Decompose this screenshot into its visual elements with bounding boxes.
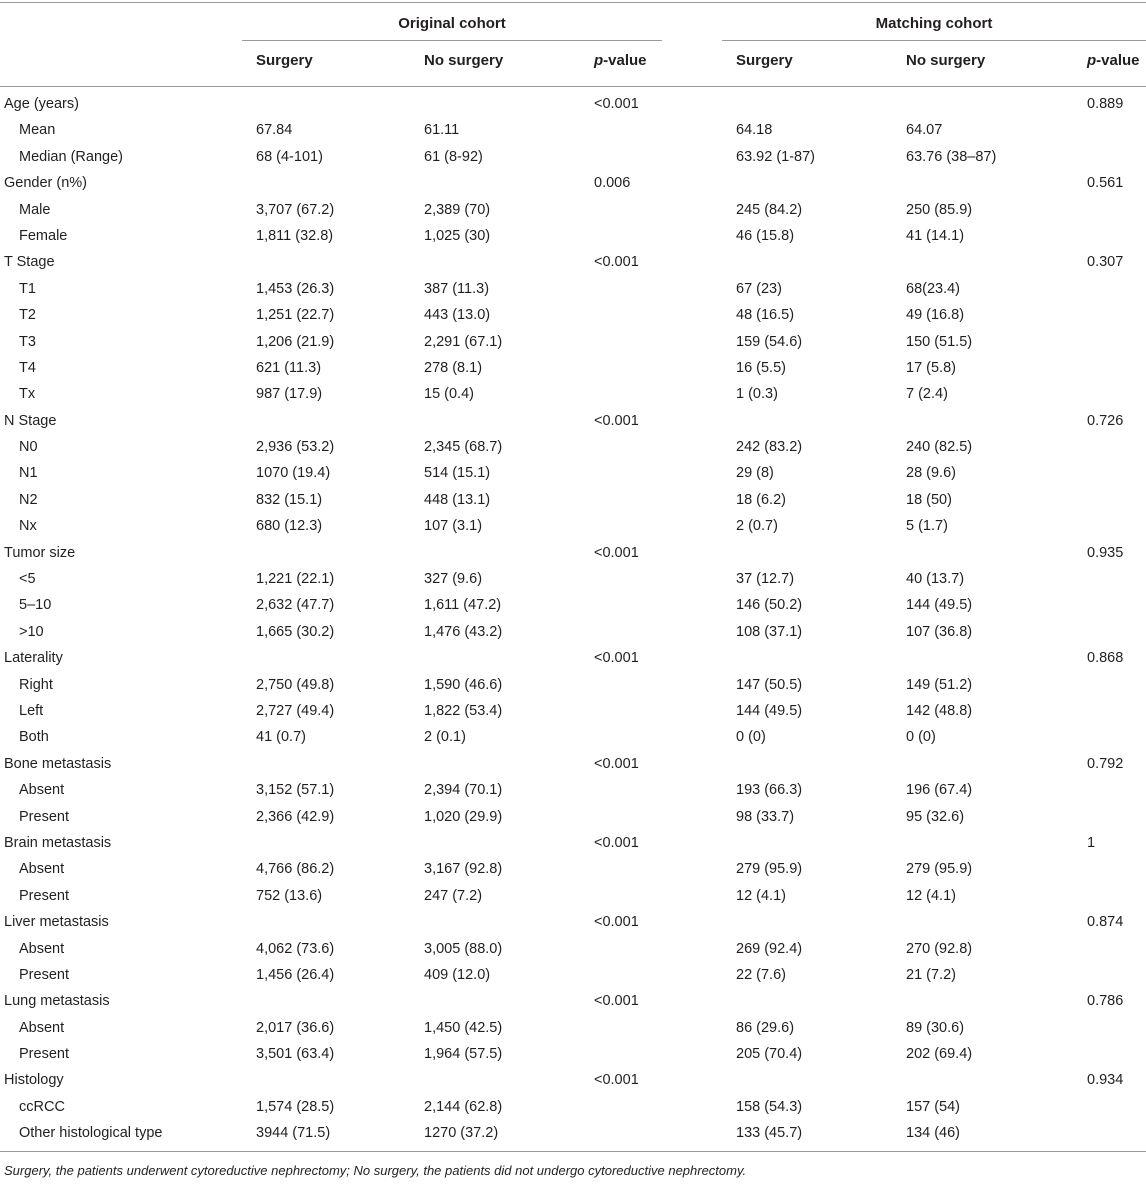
cell-no-surgery-original: 1270 (37.2) [424,1125,499,1142]
cell-no-surgery-matching: 89 (30.6) [906,1019,965,1036]
cell-surgery-original: 987 (17.9) [256,386,323,403]
row-label: Both [19,729,49,746]
cell-no-surgery-matching: 149 (51.2) [906,676,973,693]
cell-no-surgery-matching: 63.76 (38–87) [906,148,997,165]
cell-surgery-matching: 133 (45.7) [736,1125,803,1142]
cell-no-surgery-matching: 28 (9.6) [906,465,956,482]
cell-surgery-original: 1,574 (28.5) [256,1098,335,1115]
cell-surgery-matching: 108 (37.1) [736,623,803,640]
cell-no-surgery-original: 107 (3.1) [424,518,483,535]
row-label: <5 [19,571,36,588]
cell-p-value-matching: 0.934 [1087,1072,1124,1089]
cell-surgery-original: 2,366 (42.9) [256,808,335,825]
cell-no-surgery-original: 387 (11.3) [424,280,490,297]
cell-no-surgery-original: 15 (0.4) [424,386,474,403]
cell-no-surgery-original: 61 (8-92) [424,148,483,165]
row-label: N1 [19,465,38,482]
cell-surgery-original: 1070 (19.4) [256,465,331,482]
cell-no-surgery-original: 278 (8.1) [424,359,483,376]
cell-no-surgery-matching: 95 (32.6) [906,808,965,825]
cell-no-surgery-original: 3,005 (88.0) [424,940,503,957]
cell-p-value-original: <0.001 [594,412,639,429]
table-row [0,197,1146,223]
row-label: Left [19,702,44,719]
cell-surgery-original: 3,501 (63.4) [256,1046,335,1063]
cell-no-surgery-original: 1,476 (43.2) [424,623,503,640]
cell-no-surgery-original: 409 (12.0) [424,966,491,983]
row-label: Absent [19,940,65,957]
cell-no-surgery-original: 443 (13.0) [424,307,491,324]
cell-no-surgery-matching: 68(23.4) [906,280,961,297]
cell-no-surgery-original: 61.11 [424,122,460,139]
row-label: Absent [19,782,65,799]
cell-surgery-matching: 158 (54.3) [736,1098,803,1115]
cell-no-surgery-original: 2,394 (70.1) [424,782,503,799]
row-label: N0 [19,439,38,456]
cell-no-surgery-original: 2,291 (67.1) [424,333,503,350]
cell-surgery-matching: 0 (0) [736,729,766,746]
cell-no-surgery-matching: 17 (5.8) [906,359,956,376]
cell-p-value-matching: 0.786 [1087,993,1124,1010]
cell-p-value-original: <0.001 [594,96,639,112]
cell-no-surgery-original: 514 (15.1) [424,465,491,482]
cell-no-surgery-original: 1,450 (42.5) [424,1019,503,1036]
cell-p-value-matching: 1 [1087,834,1096,851]
cell-no-surgery-original: 1,611 (47.2) [424,597,502,614]
row-label: Median (Range) [19,148,123,165]
cell-no-surgery-matching: 279 (95.9) [906,861,973,878]
row-label: ccRCC [19,1098,65,1115]
cell-surgery-matching: 205 (70.4) [736,1046,803,1063]
group-header-original-cohort: Original cohort [398,15,506,32]
cell-p-value-matching: 0.889 [1087,96,1124,112]
cell-surgery-original: 1,206 (21.9) [256,333,335,350]
table-row [0,144,1146,170]
cell-surgery-original: 67.84 [256,122,293,139]
cell-no-surgery-matching: 157 (54) [906,1098,961,1115]
row-label: Laterality [4,650,63,667]
cell-surgery-matching: 12 (4.1) [736,887,786,904]
table-row [0,777,1146,803]
cell-p-value-matching: 0.792 [1087,755,1124,772]
cell-p-value-original: <0.001 [594,1072,639,1089]
cell-surgery-original: 41 (0.7) [256,729,306,746]
table-section-row [0,909,1146,935]
row-label: Tx [19,386,36,403]
cell-surgery-matching: 16 (5.5) [736,359,786,376]
row-label: T Stage [4,254,55,271]
table-section-row [0,170,1146,196]
row-label: Lung metastasis [4,993,110,1010]
cell-surgery-original: 3,152 (57.1) [256,782,335,799]
cell-no-surgery-matching: 250 (85.9) [906,201,973,218]
cell-surgery-matching: 64.18 [736,122,773,139]
cell-no-surgery-matching: 0 (0) [906,729,936,746]
table-section-row [0,645,1146,671]
table-row [0,487,1146,513]
cell-surgery-original: 1,665 (30.2) [256,623,335,640]
table-section-row [0,830,1146,856]
row-label: 5–10 [19,597,52,614]
cell-surgery-matching: 193 (66.3) [736,782,803,799]
cell-surgery-original: 2,017 (36.6) [256,1019,335,1036]
row-label: N2 [19,491,38,508]
cell-surgery-original: 3944 (71.5) [256,1125,331,1142]
table-top-rule [0,2,1146,3]
table-row [0,117,1146,143]
table-row [0,698,1146,724]
cell-p-value-original: <0.001 [594,834,639,851]
cell-no-surgery-matching: 202 (69.4) [906,1046,973,1063]
p-italic: p [594,52,604,69]
table-row [0,381,1146,407]
cell-p-value-original: <0.001 [594,650,639,667]
column-header-p-value-matching [1087,52,1140,69]
row-label: Tumor size [4,544,76,561]
cell-p-value-original: <0.001 [594,993,639,1010]
cell-surgery-original: 68 (4-101) [256,148,323,165]
group-underline-original [242,40,662,41]
cell-p-value-original: <0.001 [594,544,639,561]
row-label: Present [19,1046,69,1063]
p-suffix: -value [1096,52,1140,69]
row-label: T2 [19,307,36,324]
cell-no-surgery-matching: 107 (36.8) [906,623,973,640]
table-row [0,724,1146,750]
cell-no-surgery-matching: 142 (48.8) [906,702,973,719]
cell-surgery-matching: 29 (8) [736,465,774,482]
cell-surgery-matching: 86 (29.6) [736,1019,795,1036]
cell-p-value-matching: 0.307 [1087,254,1124,271]
p-suffix: -value [603,52,647,69]
cell-no-surgery-original: 1,822 (53.4) [424,702,503,719]
row-label: Female [19,227,68,244]
row-label: Histology [4,1072,64,1089]
table-row [0,276,1146,302]
row-label: N Stage [4,412,57,429]
table-row [0,329,1146,355]
cell-surgery-matching: 98 (33.7) [736,808,795,825]
table-bottom-rule [0,1151,1146,1152]
cell-surgery-original: 4,062 (73.6) [256,940,335,957]
row-label: Brain metastasis [4,834,112,851]
cell-no-surgery-original: 327 (9.6) [424,571,483,588]
cell-surgery-matching: 46 (15.8) [736,227,795,244]
table-row [0,355,1146,381]
cell-surgery-original: 621 (11.3) [256,359,322,376]
cell-surgery-matching: 22 (7.6) [736,966,786,983]
row-label: Present [19,887,69,904]
cell-no-surgery-original: 1,590 (46.6) [424,676,503,693]
cell-no-surgery-original: 2,144 (62.8) [424,1098,503,1115]
cell-surgery-matching: 1 (0.3) [736,386,778,403]
cell-no-surgery-matching: 49 (16.8) [906,307,965,324]
table-row [0,672,1146,698]
cell-surgery-matching: 269 (92.4) [736,940,803,957]
cell-surgery-original: 1,251 (22.7) [256,307,335,324]
table-row [0,434,1146,460]
cell-p-value-original: 0.006 [594,175,631,192]
cell-surgery-matching: 159 (54.6) [736,333,803,350]
cell-surgery-matching: 37 (12.7) [736,571,795,588]
table-row [0,223,1146,249]
row-label: Liver metastasis [4,914,109,931]
table-row [0,856,1146,882]
cell-surgery-matching: 245 (84.2) [736,201,803,218]
cell-no-surgery-original: 247 (7.2) [424,887,483,904]
row-label: Present [19,808,69,825]
table-section-row [0,540,1146,566]
cell-surgery-original: 832 (15.1) [256,491,323,508]
table-row [0,1094,1146,1120]
table-row [0,1015,1146,1041]
cell-surgery-original: 680 (12.3) [256,518,323,535]
table-section-row [0,1067,1146,1093]
cell-surgery-matching: 18 (6.2) [736,491,786,508]
row-label: Mean [19,122,56,139]
table-row [0,962,1146,988]
table-row [0,513,1146,539]
table-section-row [0,751,1146,777]
row-label: Gender (n%) [4,175,88,192]
cell-surgery-original: 2,936 (53.2) [256,439,335,456]
cell-no-surgery-original: 448 (13.1) [424,491,491,508]
cell-surgery-matching: 2 (0.7) [736,518,778,535]
cell-no-surgery-original: 1,964 (57.5) [424,1046,503,1063]
cell-no-surgery-original: 2 (0.1) [424,729,466,746]
row-label: >10 [19,623,44,640]
cell-no-surgery-matching: 5 (1.7) [906,518,948,535]
cell-no-surgery-matching: 150 (51.5) [906,333,973,350]
cell-surgery-original: 1,811 (32.8) [256,227,334,244]
cell-no-surgery-matching: 7 (2.4) [906,386,948,403]
cell-p-value-matching: 0.726 [1087,412,1124,429]
cell-p-value-matching: 0.561 [1087,175,1124,192]
cell-surgery-original: 1,456 (26.4) [256,966,335,983]
cell-no-surgery-matching: 270 (92.8) [906,940,973,957]
group-underline-matching [722,40,1146,41]
table-footnote: Surgery, the patients underwent cytoreductive nephrectomy; No surgery, the patients did not undergo cytoreductive nephrectomy. [4,1163,747,1178]
cell-surgery-matching: 48 (16.5) [736,307,795,324]
row-label: Male [19,201,51,218]
cell-surgery-original: 4,766 (86.2) [256,861,335,878]
row-label: Absent [19,1019,65,1036]
cell-surgery-original: 2,750 (49.8) [256,676,335,693]
cell-no-surgery-matching: 12 (4.1) [906,887,956,904]
column-header-no-surgery-matching: No surgery [906,52,986,69]
cell-no-surgery-original: 2,389 (70) [424,201,491,218]
cell-no-surgery-matching: 134 (46) [906,1125,961,1142]
cell-no-surgery-matching: 40 (13.7) [906,571,965,588]
column-header-surgery-original: Surgery [256,52,313,69]
table-row [0,936,1146,962]
row-label: Nx [19,518,37,535]
row-label: T4 [19,359,36,376]
row-label: Bone metastasis [4,755,112,772]
cell-surgery-matching: 279 (95.9) [736,861,803,878]
cell-no-surgery-matching: 240 (82.5) [906,439,973,456]
table-section-row [0,408,1146,434]
cell-p-value-matching: 0.935 [1087,544,1124,561]
cell-p-value-matching: 0.874 [1087,914,1124,931]
cell-surgery-original: 1,453 (26.3) [256,280,335,297]
cell-no-surgery-matching: 21 (7.2) [906,966,956,983]
cell-surgery-original: 2,727 (49.4) [256,702,335,719]
table-section-row [0,249,1146,275]
cell-surgery-matching: 146 (50.2) [736,597,803,614]
table-row [0,619,1146,645]
row-label: Present [19,966,69,983]
p-italic: p [1087,52,1097,69]
cell-surgery-original: 3,707 (67.2) [256,201,335,218]
column-header-p-value-original [594,52,647,69]
table-section-row [0,91,1146,117]
cell-surgery-original: 752 (13.6) [256,887,323,904]
cell-no-surgery-matching: 196 (67.4) [906,782,973,799]
cell-p-value-matching: 0.868 [1087,650,1124,667]
header-bottom-rule [0,86,1146,87]
table-row [0,592,1146,618]
cell-no-surgery-original: 3,167 (92.8) [424,861,503,878]
row-label: T1 [19,280,36,297]
cell-surgery-original: 1,221 (22.1) [256,571,335,588]
row-label: Absent [19,861,65,878]
cell-no-surgery-original: 1,020 (29.9) [424,808,503,825]
column-header-no-surgery-original: No surgery [424,52,504,69]
table-row [0,1041,1146,1067]
row-label: T3 [19,333,36,350]
cell-surgery-matching: 67 (23) [736,280,782,297]
cell-p-value-original: <0.001 [594,254,639,271]
table-row [0,883,1146,909]
cell-surgery-matching: 147 (50.5) [736,676,803,693]
cell-p-value-original: <0.001 [594,755,639,772]
cell-no-surgery-matching: 144 (49.5) [906,597,973,614]
cell-surgery-original: 2,632 (47.7) [256,597,335,614]
cell-surgery-matching: 242 (83.2) [736,439,803,456]
cell-no-surgery-original: 1,025 (30) [424,227,491,244]
row-label: Right [19,676,53,693]
cell-no-surgery-original: 2,345 (68.7) [424,439,503,456]
table-row [0,566,1146,592]
table-row [0,460,1146,486]
row-label: Other histological type [19,1125,163,1142]
column-header-surgery-matching: Surgery [736,52,793,69]
cell-no-surgery-matching: 18 (50) [906,491,952,508]
cell-no-surgery-matching: 41 (14.1) [906,227,965,244]
group-header-matching-cohort: Matching cohort [875,15,993,32]
table-body [0,91,1146,1147]
cell-no-surgery-matching: 64.07 [906,122,943,139]
table-row [0,302,1146,328]
cell-p-value-original: <0.001 [594,914,639,931]
row-label: Age (years) [4,96,79,112]
table-row [0,804,1146,830]
table-section-row [0,988,1146,1014]
table-row [0,1120,1146,1146]
cell-surgery-matching: 63.92 (1-87) [736,148,815,165]
cell-surgery-matching: 144 (49.5) [736,702,803,719]
